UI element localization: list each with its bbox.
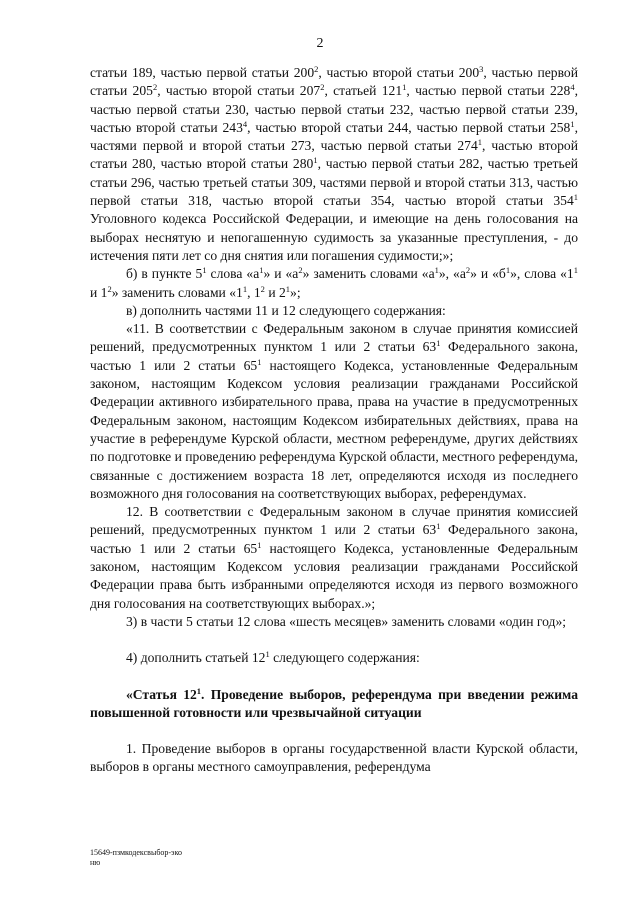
text-run: Уголовного кодекса Российской Федерации, и имеющие на день голосования на выборах неснятую и непогашенную судимость за указанные преступления, - до истечения пяти лет со дня снятия или погашения судимости;»; bbox=[90, 211, 578, 263]
text-run: , частью первой статьи 205 bbox=[90, 65, 578, 99]
text-run: , частью второй статьи 244, частью первой статьи 258 bbox=[247, 119, 571, 135]
article-heading bbox=[90, 686, 578, 723]
paragraph bbox=[90, 64, 578, 265]
superscript: 2 bbox=[260, 283, 265, 294]
superscript: 1 bbox=[505, 265, 511, 276]
text-run: 12. В соответствии с Федеральным законом в случае принятия комиссией решений, предусмотренных пунктом 1 или 2 статьи 63 bbox=[90, 504, 578, 538]
superscript: 1 bbox=[570, 118, 575, 129]
superscript: 1 bbox=[202, 265, 207, 276]
superscript: 1 bbox=[265, 649, 270, 660]
paragraph bbox=[90, 649, 578, 667]
text-run: , статьей 121 bbox=[324, 83, 403, 99]
superscript: 4 bbox=[570, 82, 575, 93]
superscript: 1 bbox=[285, 283, 291, 294]
text-run: настоящего Кодекса, установленные Федеральным законом, настоящим Кодексом условия реализации гражданами Российской Федерации права быть избранными определяются исходя из первого возможного дня голосования на соответствующих выборах.»; bbox=[90, 540, 578, 611]
text-run: Федерального закона, частью 1 или 2 статьи 65 bbox=[90, 522, 578, 556]
text-run: , частью первой статьи 228 bbox=[406, 83, 571, 99]
text-run: «Статья 12 bbox=[126, 686, 197, 702]
paragraph bbox=[90, 302, 578, 320]
text-run: . Проведение выборов, референдума при введении режима повышенной готовности или чрезвычайной ситуации bbox=[90, 686, 578, 720]
text-run: 1. Проведение выборов в органы государственной власти Курской области, выборов в органы местного самоуправления, референдума bbox=[90, 741, 578, 775]
superscript: 1 bbox=[573, 265, 578, 276]
text-run: и 2 bbox=[264, 284, 286, 300]
superscript: 1 bbox=[257, 539, 262, 550]
text-run: , частью первой статьи 230, частью первой статьи 232, частью первой статьи 239, частью второй статьи 243 bbox=[90, 83, 579, 135]
paragraph-spacer bbox=[90, 631, 578, 649]
text-run: , частью второй статьи 200 bbox=[318, 65, 480, 80]
text-run: , частью первой статьи 282, частью третьей статьи 296, частью третьей статьи 309, частями первой и второй статьи 313, частью первой статьи 318, частью второй статьи 354, частью второй статьи 354 bbox=[90, 156, 578, 209]
superscript: 1 bbox=[434, 265, 439, 276]
text-run: » заменить словами «а bbox=[302, 266, 435, 282]
text-run: 3) в части 5 статьи 12 слова «шесть месяцев» заменить словами «один год»; bbox=[126, 613, 567, 629]
text-run: следующего содержания: bbox=[269, 650, 420, 666]
text-run: б) в пункте 5 bbox=[126, 266, 203, 282]
text-run: «11. В соответствии с Федеральным законом в случае принятия комиссией решений, предусмотренных пунктом 1 или 2 статьи 63 bbox=[90, 321, 578, 355]
footer-line-2: ню bbox=[90, 858, 101, 867]
text-run: , частями первой и второй статьи 273, частью первой статьи 274 bbox=[90, 119, 578, 154]
text-run: , частью второй статьи 280, частью второй статьи 280 bbox=[90, 138, 578, 172]
superscript: 1 bbox=[402, 82, 407, 93]
paragraph-spacer bbox=[90, 668, 578, 686]
paragraph bbox=[90, 265, 578, 302]
superscript: 2 bbox=[298, 265, 303, 276]
superscript: 1 bbox=[257, 356, 262, 367]
text-run: и 1 bbox=[90, 284, 108, 300]
footer-line-1: 15649-пзмкодексвыбор-эко bbox=[90, 848, 182, 857]
text-run: в) дополнить частями 11 и 12 следующего содержания: bbox=[126, 302, 446, 318]
text-run: , частью второй статьи 207 bbox=[157, 83, 321, 99]
superscript: 3 bbox=[479, 64, 484, 74]
superscript: 2 bbox=[152, 82, 158, 93]
text-run: » и «б bbox=[470, 266, 506, 282]
text-run: Федерального закона, частью 1 или 2 статьи 65 bbox=[90, 339, 578, 373]
paragraph bbox=[90, 613, 578, 631]
superscript: 1 bbox=[313, 155, 318, 166]
superscript: 1 bbox=[242, 283, 248, 294]
paragraph bbox=[90, 320, 578, 503]
footer-file-code bbox=[90, 848, 182, 868]
superscript: 2 bbox=[314, 64, 319, 74]
text-run: статьи 189, частью первой статьи 200 bbox=[90, 65, 315, 80]
superscript: 2 bbox=[465, 265, 471, 276]
text-run: », «а bbox=[438, 266, 466, 282]
superscript: 2 bbox=[107, 283, 112, 294]
text-run: » заменить словами «1 bbox=[111, 284, 243, 300]
superscript: 1 bbox=[259, 265, 264, 276]
paragraph bbox=[90, 503, 578, 613]
text-run: », слова «1 bbox=[510, 266, 574, 282]
text-run: настоящего Кодекса, установленные Федеральным законом, настоящим Кодексом условия реализации гражданами Российской Федерации активного избирательного права, права на участие в предусмотренных Федеральным законом, настоящим Кодексом избирательных действиях, права на участие в референдуме Курской области, местном референдуме, других действиях по подготовке и проведению референдума Курской области, местного референдума, связанные с достижением возраста 18 лет, определяются исходя из последнего возможного дня голосования на соответствующих выборах, референдумах. bbox=[90, 357, 578, 501]
superscript: 1 bbox=[196, 685, 202, 696]
text-run: »; bbox=[290, 284, 301, 300]
document-body bbox=[90, 64, 578, 777]
superscript: 1 bbox=[436, 338, 441, 349]
superscript: 1 bbox=[477, 137, 483, 148]
superscript: 1 bbox=[573, 192, 578, 203]
text-run: 4) дополнить статьей 12 bbox=[126, 650, 266, 666]
paragraph-spacer bbox=[90, 722, 578, 740]
superscript: 4 bbox=[242, 118, 248, 129]
superscript: 2 bbox=[320, 82, 325, 93]
superscript: 1 bbox=[436, 521, 441, 532]
paragraph bbox=[90, 740, 578, 777]
text-run: , 1 bbox=[247, 284, 261, 300]
text-run: » и «а bbox=[263, 266, 299, 282]
text-run: слова «а bbox=[206, 266, 260, 282]
page-number: 2 bbox=[316, 36, 324, 51]
